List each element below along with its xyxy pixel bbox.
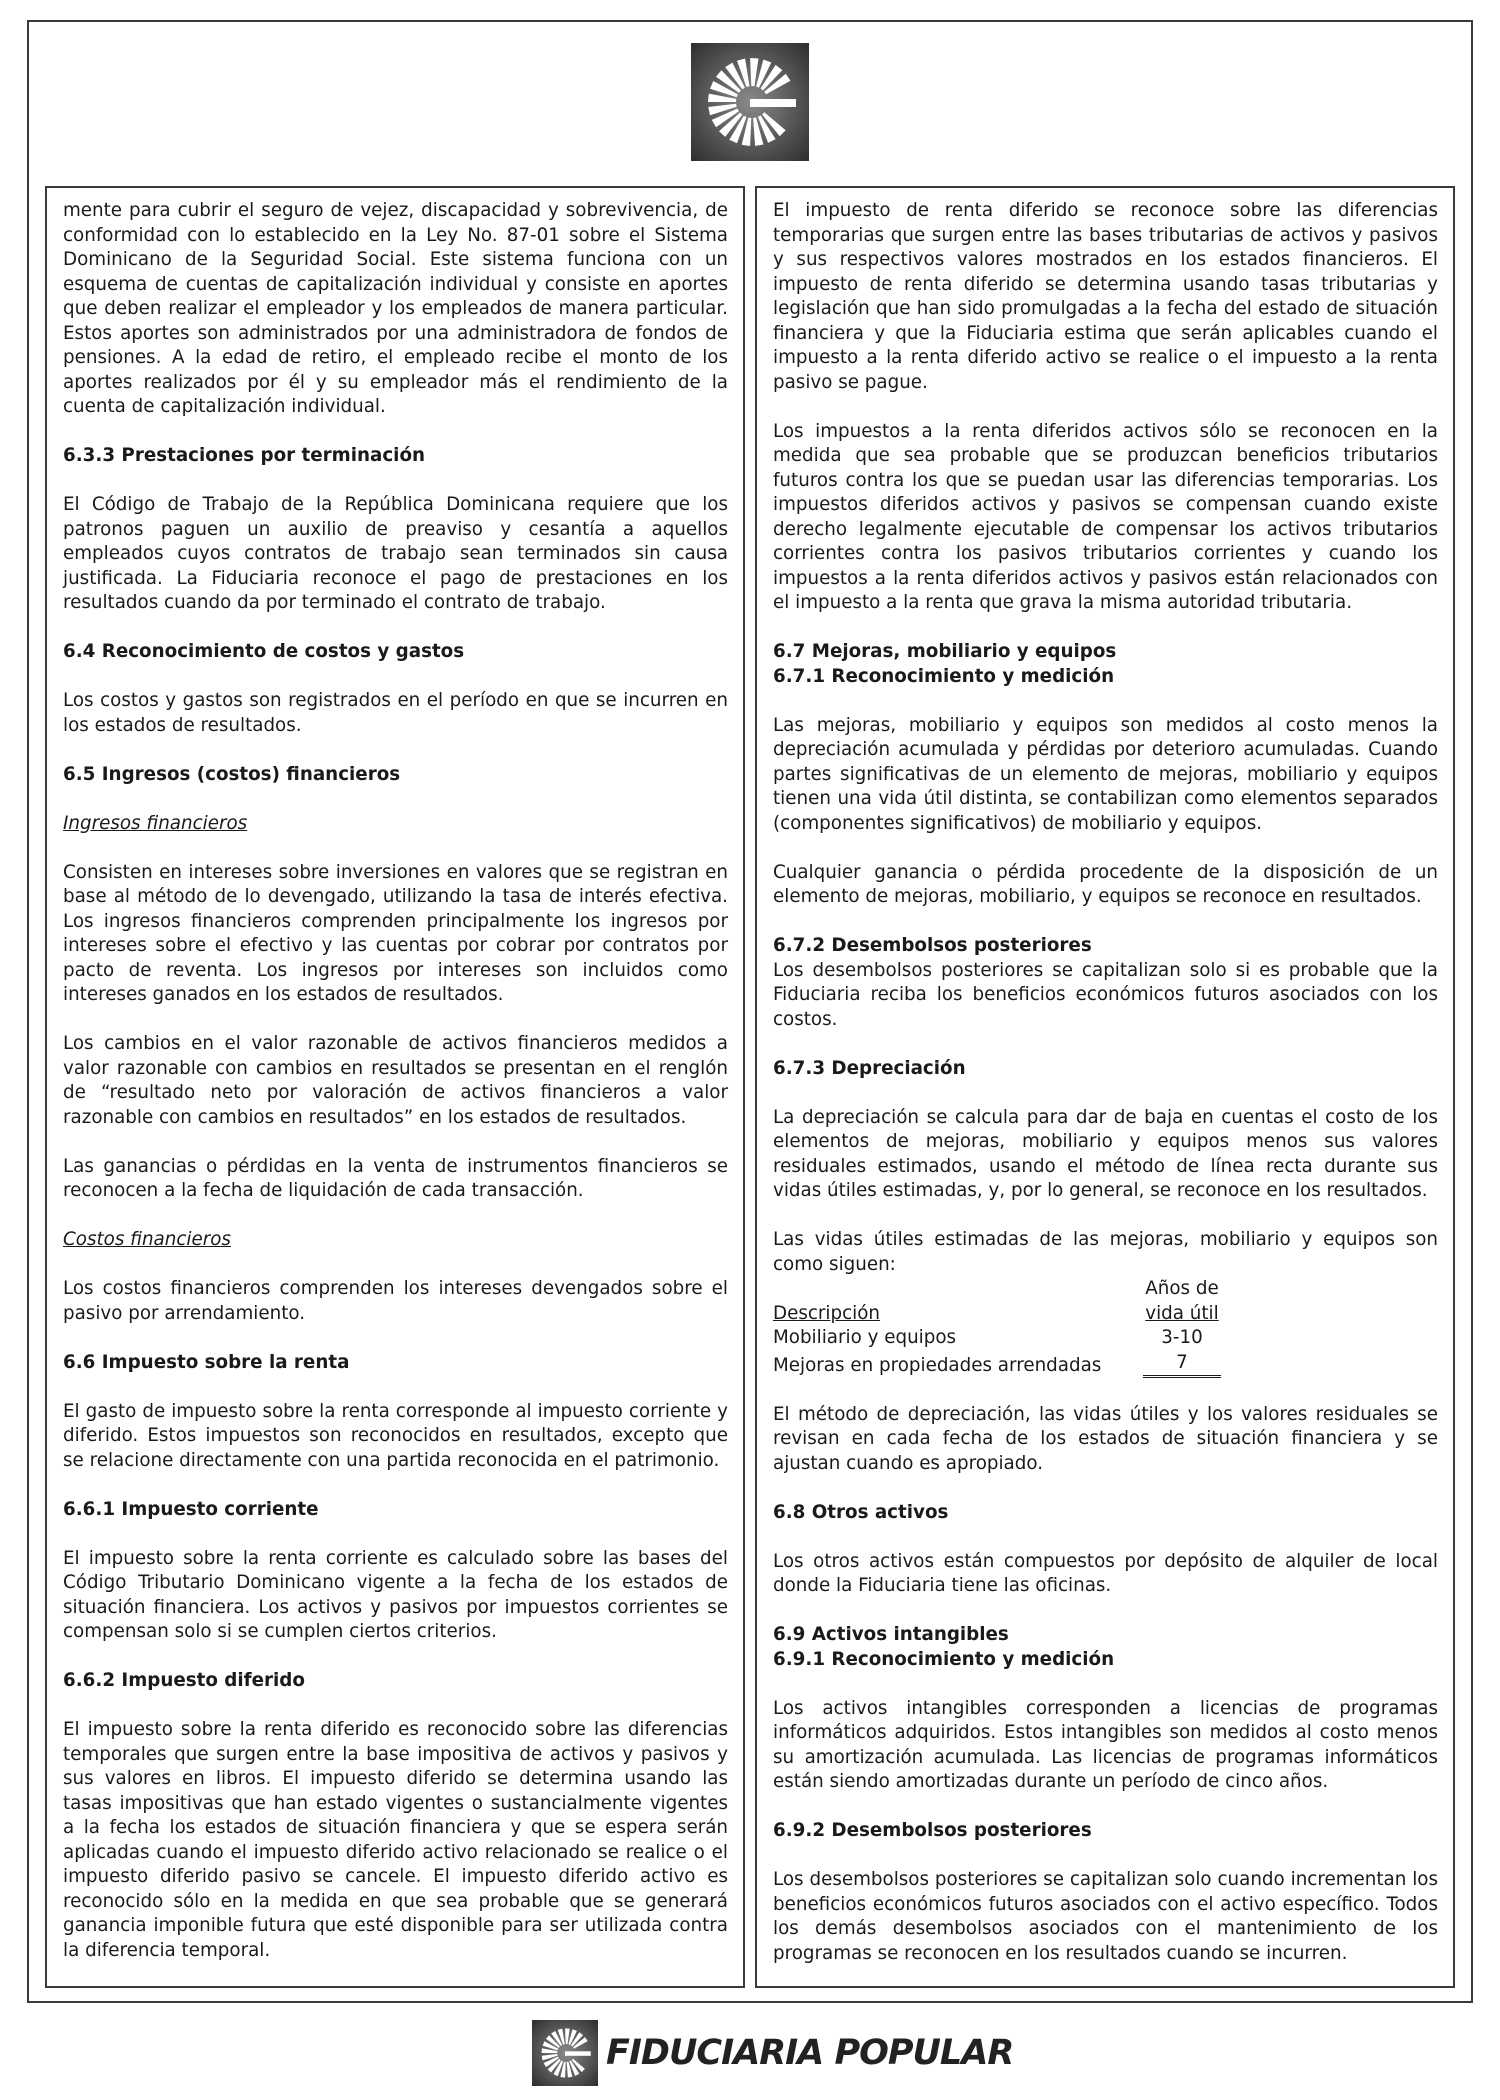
section-heading: 6.3.3 Prestaciones por terminación xyxy=(63,445,426,466)
table-header-description: Descripción xyxy=(773,1302,881,1324)
right-column xyxy=(755,186,1455,1988)
paragraph: Los costos financieros comprenden los intereses devengados sobre el pasivo por arrendamiento. xyxy=(63,1278,728,1324)
paragraph: El impuesto de renta diferido se reconoce sobre las diferencias temporarias que surgen entre las bases tributarias de activos y pasivos y sus respectivos valores mostrados en los estados financieros. El impuesto de renta diferido se determina usando tasas tributarias y legislación que han sido promulgadas a la fecha del estado de situación financiera y que la Fiduciaria estima que serán aplicables cuando el impuesto a la renta diferido activo se realice o el impuesto a la renta pasivo se pague. xyxy=(773,200,1438,393)
section-heading: 6.8 Otros activos xyxy=(773,1501,949,1523)
subheading: Costos financieros xyxy=(63,1229,231,1250)
section-heading: 6.6 Impuesto sobre la renta xyxy=(63,1351,350,1373)
section-heading: 6.9.1 Reconocimiento y medición xyxy=(773,1648,1115,1670)
table-header-row xyxy=(773,1277,1438,1302)
paragraph: El Código de Trabajo de la República Dominicana requiere que los patronos paguen un auxilio de preaviso y cesantía a aquellos empleados cuyos contratos de trabajo sean terminados sin causa justificada. La Fiduciaria reconoce el pago de prestaciones en los resultados cuando da por terminado el contrato de trabajo. xyxy=(63,494,728,613)
paragraph: Los desembolsos posteriores se capitalizan solo cuando incrementan los beneficios económicos futuros asociados con el activo específico. Todos los demás desembolsos asociados con el mantenimiento de los programas se reconocen en los resultados cuando se incurren. xyxy=(773,1869,1438,1964)
left-column xyxy=(45,186,745,1988)
table-header-life: vida útil xyxy=(1145,1302,1219,1324)
paragraph: El método de depreciación, las vidas útiles y los valores residuales se revisan en cada fecha de los estados de situación financiera y se ajustan cuando es apropiado. xyxy=(773,1403,1438,1474)
paragraph: El gasto de impuesto sobre la renta corresponde al impuesto corriente y diferido. Estos impuestos son reconocidos en resultados, excepto que se relacione directamente con una partida reconocida en el patrimonio. xyxy=(63,1400,728,1471)
section-heading: 6.7 Mejoras, mobiliario y equipos xyxy=(773,641,1117,662)
logo-bar xyxy=(565,2051,591,2055)
table-cell-life: 3-10 xyxy=(1161,1327,1203,1348)
section-heading: 6.7.3 Depreciación xyxy=(773,1057,966,1079)
table-cell-desc: Mejoras en propiedades arrendadas xyxy=(773,1354,1102,1376)
footer-brand-bar xyxy=(532,2020,1013,2086)
paragraph: Los impuestos a la renta diferidos activos sólo se reconocen en la medida que sea probable que se produzcan beneficios tributarios futuros contra los que se puedan usar las diferencias temporarias. Los impuestos diferidos activos y pasivos se compensan cuando existe derecho legalmente ejecutable de compensar los activos tributarios corrientes contra los pasivos tributarios corrientes y cuando los impuestos a la renta diferidos activos y pasivos están relacionados con el impuesto a la renta que grava la misma autoridad tributaria. xyxy=(773,420,1438,613)
paragraph: Las mejoras, mobiliario y equipos son medidos al costo menos la depreciación acumulada y pérdidas por deterioro acumuladas. Cuando partes significativas de un elemento de mejoras, mobiliario y equipos tienen una vida útil distinta, se contabilizan como elementos separados (componentes significativos) de mobiliario y equipos. xyxy=(773,714,1438,834)
table-header-years: Años de xyxy=(1145,1278,1219,1299)
subheading: Ingresos financieros xyxy=(63,812,248,834)
paragraph: Los desembolsos posteriores se capitalizan solo si es probable que la Fiduciaria reciba los beneficios económicos futuros asociados con los costos. xyxy=(773,959,1438,1030)
paragraph: Los activos intangibles corresponden a licencias de programas informáticos adquiridos. Estos intangibles son medidos al costo menos su amortización acumulada. Las licencias de programas informáticos están siendo amortizadas durante un período de cinco años. xyxy=(773,1697,1438,1792)
section-heading: 6.6.2 Impuesto diferido xyxy=(63,1670,305,1691)
section-heading: 6.5 Ingresos (costos) financieros xyxy=(63,763,401,785)
radial-arc-logo-icon xyxy=(691,43,809,161)
paragraph: Los otros activos están compuestos por depósito de alquiler de local donde la Fiduciaria tiene las oficinas. xyxy=(773,1550,1438,1596)
table-row xyxy=(773,1351,1438,1379)
paragraph: Las vidas útiles estimadas de las mejoras, mobiliario y equipos son como siguen: xyxy=(773,1229,1438,1275)
section-heading: 6.9 Activos intangibles xyxy=(773,1624,1009,1645)
logo-bar xyxy=(750,99,796,107)
section-heading: 6.7.2 Desembolsos posteriores xyxy=(773,935,1092,956)
brand-name: FIDUCIARIA POPULAR xyxy=(606,2033,1014,2073)
section-heading: 6.6.1 Impuesto corriente xyxy=(63,1498,319,1520)
paragraph: Las ganancias o pérdidas en la venta de instrumentos financieros se reconocen a la fecha de liquidación de cada transacción. xyxy=(63,1155,728,1201)
paragraph: El impuesto sobre la renta corriente es calculado sobre las bases del Código Tributario Dominicano vigente a la fecha de los estados de situación financiera. Los activos y pasivos por impuestos corrientes se compensan solo si se cumplen ciertos criterios. xyxy=(63,1547,728,1642)
radial-arc-logo-icon xyxy=(532,2020,598,2086)
paragraph: Consisten en intereses sobre inversiones en valores que se registran en base al método de lo devengado, utilizando la tasa de interés efectiva. Los ingresos financieros comprenden principalmente los ingresos por intereses sobre el efectivo y las cuentas por cobrar por contratos por pacto de reventa. Los ingresos por intereses son incluidos como intereses ganados en los estados de resultados. xyxy=(63,861,728,1005)
paragraph: El impuesto sobre la renta diferido es reconocido sobre las diferencias temporales que surgen entre la base impositiva de activos y pasivos y sus valores en libros. El impuesto diferido se determina usando las tasas impositivas que han estado vigentes o sustancialmente vigentes a la fecha los estados de situación financiera y que se espera serán aplicadas cuando el impuesto diferido activo relacionado se realice o el impuesto diferido pasivo se cancele. El impuesto diferido activo es reconocido sólo en la medida en que sea probable que se generará ganancia imponible futura que esté disponible para ser utilizada contra la diferencia temporal. xyxy=(63,1719,728,1961)
table-row xyxy=(773,1326,1438,1351)
section-heading: 6.9.2 Desembolsos posteriores xyxy=(773,1820,1092,1841)
paragraph: Cualquier ganancia o pérdida procedente de la disposición de un elemento de mejoras, mobiliario, y equipos se reconoce en resultados. xyxy=(773,861,1438,907)
useful-life-table xyxy=(773,1277,1438,1378)
paragraph: Los cambios en el valor razonable de activos financieros medidos a valor razonable con cambios en resultados se presentan en el renglón de “resultado neto por valoración de activos financieros a valor razonable con cambios en resultados” en los estados de resultados. xyxy=(63,1033,728,1128)
table-cell-life: 7 xyxy=(1143,1351,1221,1379)
section-heading: 6.4 Reconocimiento de costos y gastos xyxy=(63,641,465,662)
section-heading: 6.7.1 Reconocimiento y medición xyxy=(773,665,1115,687)
paragraph: Los costos y gastos son registrados en el período en que se incurren en los estados de resultados. xyxy=(63,690,728,736)
table-cell-desc: Mobiliario y equipos xyxy=(773,1327,957,1348)
table-header-row xyxy=(773,1302,1438,1327)
paragraph: La depreciación se calcula para dar de baja en cuentas el costo de los elementos de mejoras, mobiliario y equipos menos sus valores residuales estimados, usando el método de línea recta durante sus vidas útiles estimadas, y, por lo general, se reconoce en los resultados. xyxy=(773,1106,1438,1201)
paragraph: mente para cubrir el seguro de vejez, discapacidad y sobrevivencia, de conformidad con lo establecido en la Ley No. 87-01 sobre el Sistema Dominicano de la Seguridad Social. Este sistema funciona con un esquema de cuentas de capitalización individual y consiste en aportes que deben realizar el empleador y los empleados de manera particular. Estos aportes son administrados por una administradora de fondos de pensiones. A la edad de retiro, el empleado recibe el monto de los aportes realizados por él y su empleador más el rendimiento de la cuenta de capitalización individual. xyxy=(63,200,728,417)
